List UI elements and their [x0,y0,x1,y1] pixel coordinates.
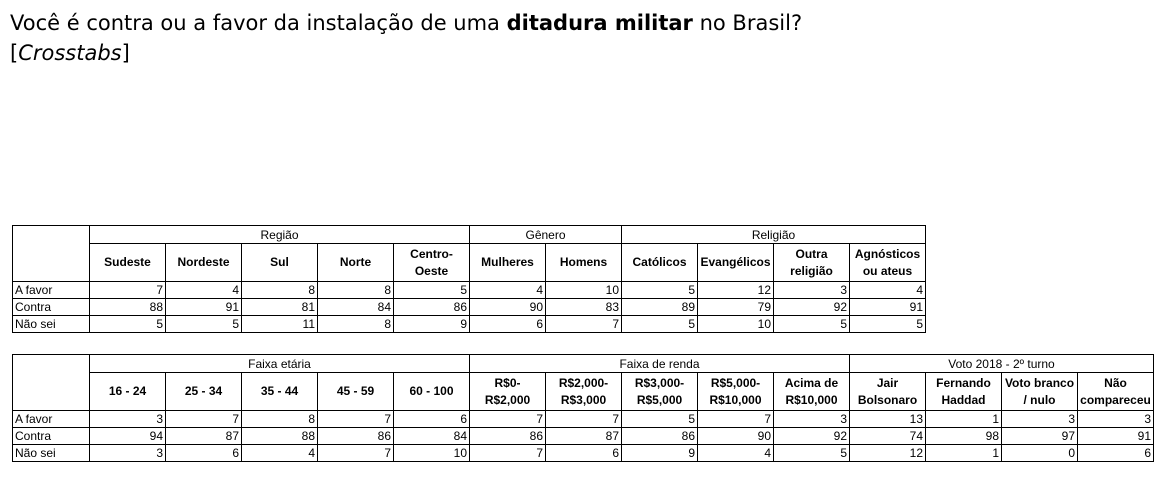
table-cell: 87 [546,428,622,445]
table-cell: 86 [470,428,546,445]
table-cell: 6 [394,411,470,428]
table-cell: 90 [470,299,546,316]
column-header: Católicos [622,244,698,282]
column-header: Não compareceu [1078,373,1154,411]
column-header: Homens [546,244,622,282]
table-cell: 6 [1078,445,1154,462]
table-cell: 4 [698,445,774,462]
table-cell: 8 [318,316,394,333]
table-cell: 5 [850,316,926,333]
table-cell: 5 [90,316,166,333]
table-cell: 10 [546,282,622,299]
table-cell: 4 [850,282,926,299]
table-cell: 92 [774,428,850,445]
column-header: Nordeste [166,244,242,282]
column-header: Mulheres [470,244,546,282]
group-header: Faixa de renda [470,355,850,373]
crosstab-table-2 [12,354,1154,462]
table-cell: 6 [166,445,242,462]
group-header: Voto 2018 - 2º turno [850,355,1154,373]
table-cell: 1 [926,445,1002,462]
column-header: Sudeste [90,244,166,282]
group-header: Gênero [470,226,622,244]
column-header: R$0-R$2,000 [470,373,546,411]
table-cell: 4 [470,282,546,299]
table-cell: 9 [622,445,698,462]
row-label: Não sei [13,445,90,462]
column-header: Fernando Haddad [926,373,1002,411]
table-cell: 7 [318,411,394,428]
column-header: Jair Bolsonaro [850,373,926,411]
table-cell: 81 [242,299,318,316]
table-cell: 83 [546,299,622,316]
table-cell: 12 [698,282,774,299]
column-header-row [13,373,1154,411]
table-cell: 1 [926,411,1002,428]
column-header: 25 - 34 [166,373,242,411]
table-cell: 92 [774,299,850,316]
table-cell: 6 [546,445,622,462]
table-cell: 13 [850,411,926,428]
column-header: Centro-Oeste [394,244,470,282]
table-cell: 91 [1078,428,1154,445]
title-bracket-open: [ [10,41,19,65]
column-header: Agnósticos ou ateus [850,244,926,282]
column-header: 35 - 44 [242,373,318,411]
column-header: R$5,000-R$10,000 [698,373,774,411]
column-header: 45 - 59 [318,373,394,411]
table-cell: 5 [622,316,698,333]
column-header: 16 - 24 [90,373,166,411]
group-header: Faixa etária [90,355,470,373]
title-line-2 [10,38,802,68]
table-cell: 3 [1078,411,1154,428]
table-cell: 89 [622,299,698,316]
group-header: Região [90,226,470,244]
crosstab-table-1 [12,225,926,333]
table-cell: 91 [850,299,926,316]
table-row [13,411,1154,428]
table-cell: 4 [166,282,242,299]
group-header: Religião [622,226,926,244]
table-cell: 91 [166,299,242,316]
table-cell: 10 [698,316,774,333]
table-cell: 7 [318,445,394,462]
column-header: Norte [318,244,394,282]
column-header-row [13,244,926,282]
table-cell: 3 [774,282,850,299]
table-cell: 8 [242,282,318,299]
row-label: A favor [13,282,90,299]
table-cell: 12 [850,445,926,462]
title-bracket-close: ] [121,41,130,65]
table-cell: 5 [166,316,242,333]
table-row [13,428,1154,445]
table-cell: 3 [90,445,166,462]
table-cell: 98 [926,428,1002,445]
table-cell: 86 [622,428,698,445]
column-header: Sul [242,244,318,282]
row-label: A favor [13,411,90,428]
row-label: Contra [13,428,90,445]
table-cell: 7 [470,445,546,462]
table-cell: 8 [318,282,394,299]
table-cell: 86 [394,299,470,316]
table-cell: 97 [1002,428,1078,445]
table-cell: 88 [90,299,166,316]
table-cell: 5 [622,411,698,428]
table-row [13,445,1154,462]
table-cell: 84 [394,428,470,445]
table-cell: 5 [394,282,470,299]
table-cell: 11 [242,316,318,333]
table-cell: 0 [1002,445,1078,462]
table-cell: 7 [470,411,546,428]
table-row [13,282,926,299]
table-cell: 6 [470,316,546,333]
title-pre: Você é contra ou a favor da instalação de uma [10,11,507,35]
column-header: Acima de R$10,000 [774,373,850,411]
title-post: no Brasil? [692,11,803,35]
corner-cell [13,226,90,282]
table-cell: 7 [90,282,166,299]
table-cell: 7 [546,411,622,428]
column-header: R$3,000-R$5,000 [622,373,698,411]
column-header: R$2,000-R$3,000 [546,373,622,411]
title-crosstabs: Crosstabs [18,41,122,65]
table-cell: 7 [698,411,774,428]
page-title [10,8,802,68]
table-cell: 74 [850,428,926,445]
table-cell: 5 [622,282,698,299]
table-cell: 5 [774,316,850,333]
table-cell: 3 [1002,411,1078,428]
table-row [13,316,926,333]
table-cell: 8 [242,411,318,428]
table-cell: 7 [166,411,242,428]
row-label: Contra [13,299,90,316]
table-cell: 86 [318,428,394,445]
column-header: Evangélicos [698,244,774,282]
table-cell: 3 [90,411,166,428]
table-cell: 79 [698,299,774,316]
table-cell: 4 [242,445,318,462]
table-cell: 5 [774,445,850,462]
table-cell: 9 [394,316,470,333]
table-cell: 90 [698,428,774,445]
title-line-1 [10,8,802,38]
column-header: Voto branco / nulo [1002,373,1078,411]
table-cell: 87 [166,428,242,445]
table-cell: 88 [242,428,318,445]
table-cell: 7 [546,316,622,333]
row-label: Não sei [13,316,90,333]
group-header-row [13,226,926,244]
table-row [13,299,926,316]
group-header-row [13,355,1154,373]
table-cell: 94 [90,428,166,445]
table-cell: 84 [318,299,394,316]
title-bold: ditadura militar [506,11,693,35]
table-cell: 3 [774,411,850,428]
corner-cell [13,355,90,411]
column-header: Outra religião [774,244,850,282]
table-cell: 10 [394,445,470,462]
column-header: 60 - 100 [394,373,470,411]
